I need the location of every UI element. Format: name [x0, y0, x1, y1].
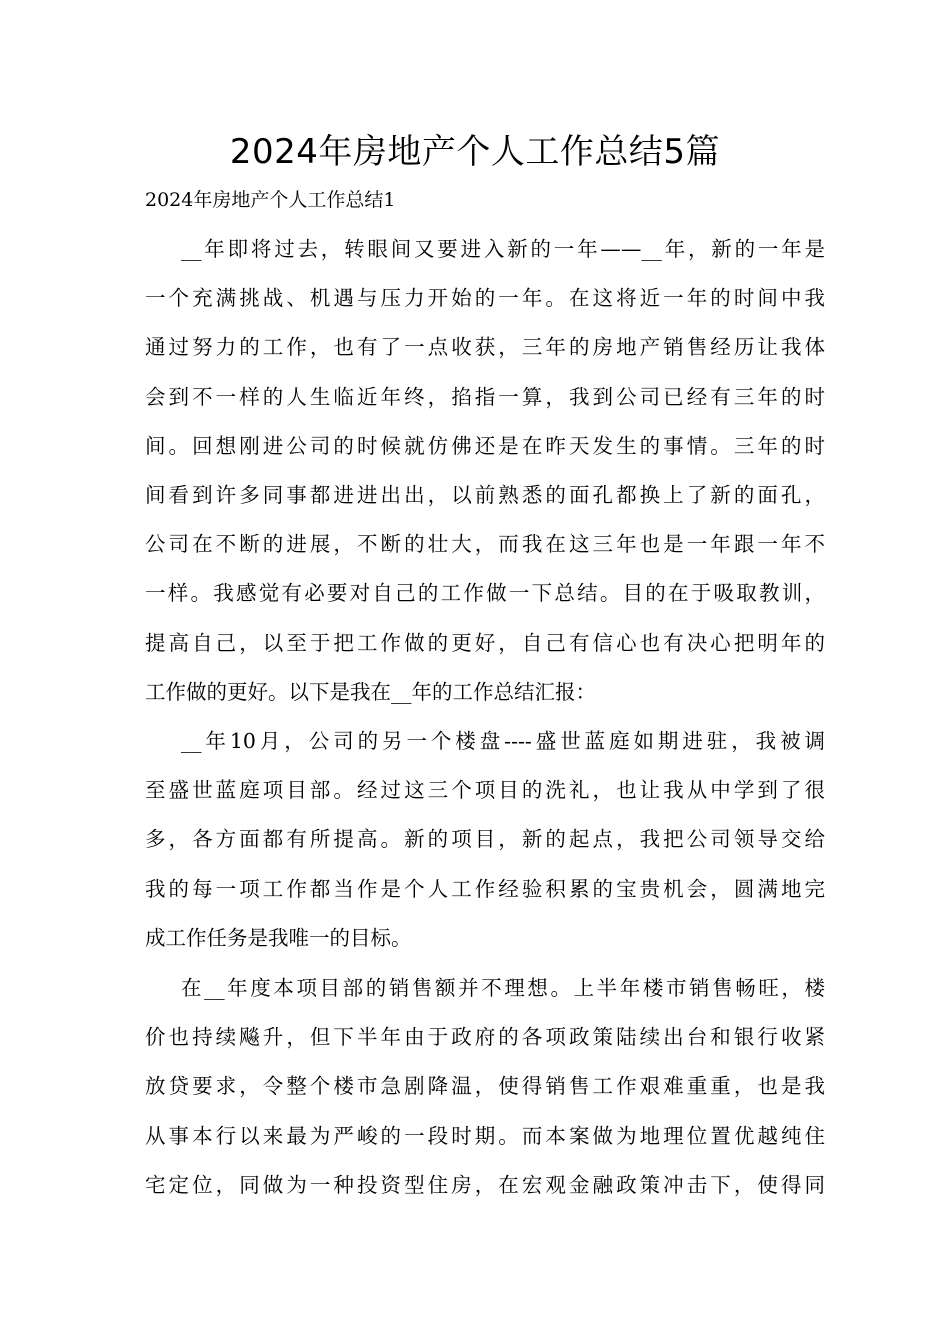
paragraph-line: 间。回想刚进公司的时候就仿佛还是在昨天发生的事情。三年的时 [145, 433, 825, 458]
paragraph-line: 从事本行以来最为严峻的一段时期。而本案做为地理位置优越纯住 [145, 1123, 825, 1148]
section-heading: 2024年房地产个人工作总结1 [145, 189, 396, 211]
paragraph-2 [145, 717, 825, 963]
paragraph-line: 间看到许多同事都进进出出，以前熟悉的面孔都换上了新的面孔， [145, 482, 825, 507]
paragraph-line: 价也持续飚升，但下半年由于政府的各项政策陆续出台和银行收紧 [145, 1025, 825, 1050]
paragraph-1 [145, 225, 825, 717]
paragraph-3 [145, 964, 825, 1210]
paragraph-line: 在__年度本项目部的销售额并不理想。上半年楼市销售畅旺，楼 [181, 976, 825, 1000]
paragraph-line: 一样。我感觉有必要对自己的工作做一下总结。目的在于吸取教训， [145, 581, 825, 606]
paragraph-line: 会到不一样的人生临近年终，掐指一算，我到公司已经有三年的时 [145, 384, 825, 409]
paragraph-line: 我的每一项工作都当作是个人工作经验积累的宝贵机会，圆满地完 [145, 876, 825, 901]
paragraph-line: 成工作任务是我唯一的目标。 [145, 925, 412, 950]
paragraph-line: 宅定位，同做为一种投资型住房，在宏观金融政策冲击下，使得同 [145, 1172, 825, 1197]
paragraph-line: 通过努力的工作，也有了一点收获，三年的房地产销售经历让我体 [145, 335, 825, 360]
paragraph-line: 一个充满挑战、机遇与压力开始的一年。在这将近一年的时间中我 [145, 286, 825, 311]
paragraph-line: 提高自己，以至于把工作做的更好，自己有信心也有决心把明年的 [145, 630, 825, 655]
paragraph-line: __年10月，公司的另一个楼盘----盛世蓝庭如期进驻，我被调 [181, 729, 825, 753]
paragraph-line: 公司在不断的进展，不断的壮大，而我在这三年也是一年跟一年不 [145, 532, 825, 557]
paragraph-line: 至盛世蓝庭项目部。经过这三个项目的洗礼，也让我从中学到了很 [145, 778, 825, 803]
paragraph-line: __年即将过去，转眼间又要进入新的一年——__年，新的一年是 [181, 237, 825, 261]
document-title: 2024年房地产个人工作总结5篇 [229, 132, 721, 172]
paragraph-line: 工作做的更好。以下是我在__年的工作总结汇报： [145, 679, 596, 704]
paragraph-line: 多，各方面都有所提高。新的项目，新的起点，我把公司领导交给 [145, 827, 825, 852]
paragraph-line: 放贷要求，令整个楼市急剧降温，使得销售工作艰难重重，也是我 [145, 1074, 825, 1099]
